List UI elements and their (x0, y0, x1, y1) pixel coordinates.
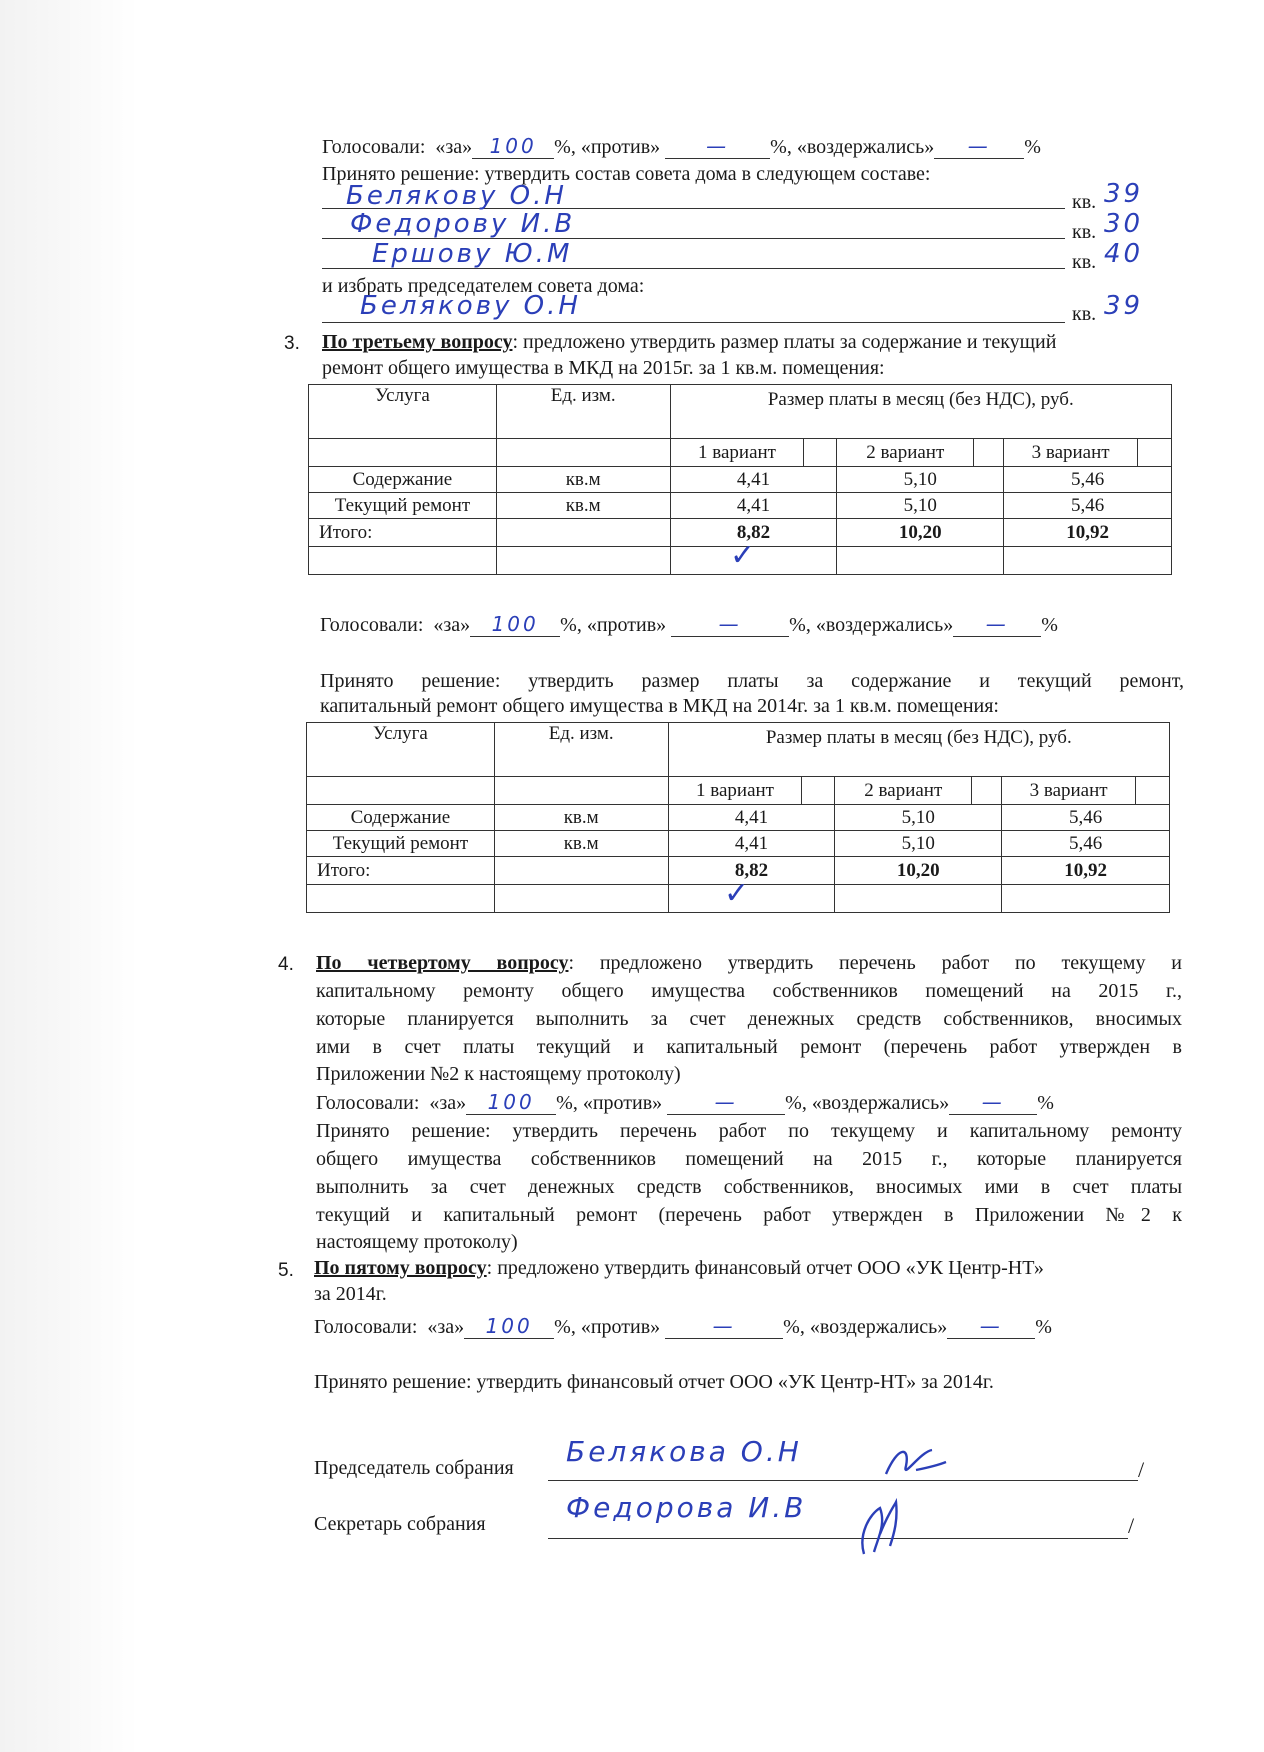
service-name: Текущий ремонт (307, 831, 495, 857)
q3-decision-line2: капитальный ремонт общего имущества в МКД на 2014г. за 1 кв.м. помещения: (320, 695, 999, 717)
empty-cell (1138, 439, 1172, 467)
q5-decision: Принято решение: утвердить финансовый отчет ООО «УК Центр-НТ» за 2014г. (314, 1371, 994, 1393)
header-price: Размер платы в месяц (без НДС), руб. (670, 385, 1171, 439)
variant-3: 3 вариант (1004, 439, 1138, 467)
protiv-value: — (665, 1314, 783, 1339)
vote-label: Голосовали: (320, 614, 424, 636)
total-v2: 10,20 (835, 857, 1002, 885)
za-value: 100 (464, 1314, 554, 1339)
chair-signature-icon (880, 1440, 950, 1488)
header-service: Услуга (309, 385, 497, 439)
q3-vote-line (320, 612, 1058, 637)
checkmark-icon: ✓ (730, 538, 756, 573)
q5-title: По пятому вопросу (314, 1257, 487, 1279)
empty-cell (835, 885, 1002, 913)
total-label: Итого: (309, 519, 497, 547)
value-v1: 4,41 (668, 831, 835, 857)
member-name: Федорову И.В (350, 209, 576, 239)
q4-text-line: капитальному ремонту общего имущества собственников помещений на 2015 г., (316, 980, 1182, 1002)
slash: / (1138, 1457, 1145, 1482)
za-label: «за» (435, 136, 473, 158)
checkmark-icon: ✓ (724, 876, 750, 911)
slash: / (1128, 1513, 1135, 1538)
za-value: 100 (470, 612, 560, 637)
vote-label: Голосовали: (314, 1316, 418, 1338)
chair-sign-label: Председатель собрания (314, 1457, 514, 1479)
value-v1: 4,41 (670, 467, 837, 493)
percent-sign: % (1041, 614, 1058, 636)
value-v1: 4,41 (668, 805, 835, 831)
za-label: «за» (429, 1092, 467, 1114)
q4-decision-line: Принято решение: утвердить перечень работ по текущему и капитальному ремонту (316, 1120, 1182, 1142)
q3-text-line2: ремонт общего имущества в МКД на 2015г. за 1 кв.м. помещения: (322, 357, 885, 379)
unit: кв.м (496, 493, 670, 519)
empty-cell (974, 439, 1004, 467)
header-unit: Ед. изм. (494, 723, 668, 777)
variant-3: 3 вариант (1002, 777, 1136, 805)
vote-label: Голосовали: (322, 136, 426, 158)
empty-cell (309, 439, 497, 467)
value-v1: 4,41 (670, 493, 837, 519)
member-name: Белякову О.Н (346, 181, 567, 211)
member-name: Ершову Ю.М (372, 239, 573, 269)
vozd-value: — (947, 1314, 1035, 1339)
empty-cell (972, 777, 1002, 805)
q3-heading (322, 330, 1186, 354)
q4-decision-line: настоящему протоколу) (316, 1231, 518, 1253)
variant-2: 2 вариант (835, 777, 972, 805)
header-price: Размер платы в месяц (без НДС), руб. (668, 723, 1169, 777)
empty-cell (496, 547, 670, 575)
vozd-label: %, «воздержались» (785, 1092, 950, 1114)
value-v3: 5,46 (1004, 493, 1172, 519)
empty-cell (837, 547, 1004, 575)
q4-text-line: Приложении №2 к настоящему протоколу) (316, 1063, 681, 1085)
value-v3: 5,46 (1002, 805, 1170, 831)
kv-label: кв. (1072, 303, 1097, 325)
q2-decision: Принято решение: утвердить состав совета дома в следующем составе: (322, 163, 931, 185)
empty-cell (496, 439, 670, 467)
protiv-value: — (671, 612, 789, 637)
za-label: «за» (433, 614, 471, 636)
empty-cell (802, 777, 835, 805)
za-label: «за» (427, 1316, 465, 1338)
header-service: Услуга (307, 723, 495, 777)
total-v1: 8,82 (670, 519, 837, 547)
kv-number: 30 (1104, 209, 1144, 239)
chair-intro: и избрать председателем совета дома: (322, 275, 645, 297)
secretary-signature-icon (850, 1494, 920, 1564)
q4-decision-line: текущий и капитальный ремонт (перечень работ утвержден в Приложении №2 к (316, 1204, 1182, 1226)
item-number: 5. (278, 1260, 294, 1281)
q5-text-line2: за 2014г. (314, 1283, 387, 1305)
vozd-label: %, «воздержались» (789, 614, 954, 636)
q4-title: По четвертому вопросу (316, 952, 569, 974)
chair-name: Белякову О.Н (360, 291, 581, 321)
q2-vote-line (322, 134, 1041, 159)
service-name: Текущий ремонт (309, 493, 497, 519)
empty-cell (668, 885, 835, 913)
vozd-value: — (949, 1090, 1037, 1115)
protiv-label: %, «против» (556, 1092, 663, 1114)
unit: кв.м (494, 805, 668, 831)
q4-decision-line: выполнить за счет денежных средств собственников, вносимых ими в счет платы (316, 1176, 1182, 1198)
value-v2: 5,10 (835, 805, 1002, 831)
variant-2: 2 вариант (837, 439, 974, 467)
value-v2: 5,10 (837, 493, 1004, 519)
item-number: 3. (284, 333, 300, 354)
service-name: Содержание (309, 467, 497, 493)
empty-cell (1004, 547, 1172, 575)
vozd-label: %, «воздержались» (770, 136, 935, 158)
value-v2: 5,10 (837, 467, 1004, 493)
unit: кв.м (494, 831, 668, 857)
empty-cell (1002, 885, 1170, 913)
empty-cell (494, 885, 668, 913)
q4-decision-line: общего имущества собственников помещений на 2015 г., которые планируется (316, 1148, 1182, 1170)
kv-label: кв. (1072, 191, 1097, 213)
signature-line (548, 1538, 1128, 1539)
item-number: 4. (278, 954, 294, 975)
empty-cell (496, 519, 670, 547)
vozd-value: — (934, 134, 1024, 159)
total-v3: 10,92 (1004, 519, 1172, 547)
total-v2: 10,20 (837, 519, 1004, 547)
q4-text-line: ими в счет платы текущий и капитальный ремонт (перечень работ утвержден в (316, 1036, 1182, 1058)
variant-1: 1 вариант (670, 439, 804, 467)
empty-cell (1136, 777, 1170, 805)
percent-sign: % (1035, 1316, 1052, 1338)
za-value: 100 (472, 134, 554, 159)
total-v3: 10,92 (1002, 857, 1170, 885)
empty-cell (804, 439, 837, 467)
empty-cell (494, 857, 668, 885)
unit: кв.м (496, 467, 670, 493)
vote-label: Голосовали: (316, 1092, 420, 1114)
variant-1: 1 вариант (668, 777, 802, 805)
service-name: Содержание (307, 805, 495, 831)
kv-number: 39 (1104, 291, 1144, 321)
total-v1: 8,82 (668, 857, 835, 885)
empty-cell (309, 547, 497, 575)
q4-text: : предложено утвердить перечень работ по текущему и (568, 952, 1182, 974)
vozd-label: %, «воздержались» (783, 1316, 948, 1338)
scan-shadow (0, 0, 140, 1752)
value-v3: 5,46 (1004, 467, 1172, 493)
secretary-sign-label: Секретарь собрания (314, 1513, 486, 1535)
protiv-label: %, «против» (560, 614, 667, 636)
kv-number: 39 (1104, 179, 1144, 209)
chair-line (322, 322, 1065, 323)
za-value: 100 (466, 1090, 556, 1115)
secretary-signature-name: Федорова И.В (566, 1491, 807, 1524)
protiv-label: %, «против» (554, 1316, 661, 1338)
q5-text: : предложено утвердить финансовый отчет ООО «УК Центр-НТ» (486, 1257, 1044, 1279)
value-v2: 5,10 (835, 831, 1002, 857)
signature-line (548, 1480, 1138, 1481)
protiv-label: %, «против» (554, 136, 661, 158)
empty-cell (307, 885, 495, 913)
percent-sign: % (1024, 136, 1041, 158)
protiv-value: — (665, 134, 770, 159)
kv-label: кв. (1072, 251, 1097, 273)
value-v3: 5,46 (1002, 831, 1170, 857)
vozd-value: — (953, 612, 1041, 637)
total-label: Итого: (307, 857, 495, 885)
kv-number: 40 (1104, 239, 1144, 269)
empty-cell (494, 777, 668, 805)
q4-heading (316, 950, 1182, 976)
protiv-value: — (667, 1090, 785, 1115)
empty-cell (307, 777, 495, 805)
q4-text-line: которые планируется выполнить за счет денежных средств собственников, вносимых (316, 1008, 1182, 1030)
header-unit: Ед. изм. (496, 385, 670, 439)
q3-decision-line1: Принято решение: утвердить размер платы за содержание и текущий ремонт, (320, 670, 1184, 692)
q4-vote-line (316, 1090, 1054, 1115)
q5-vote-line (314, 1314, 1052, 1339)
q3-title: По третьему вопросу (322, 331, 513, 353)
q3-text: : предложено утвердить размер платы за содержание и текущий (512, 331, 1057, 353)
chair-signature-name: Белякова О.Н (566, 1435, 802, 1468)
kv-label: кв. (1072, 221, 1097, 243)
q5-heading (314, 1256, 1044, 1280)
percent-sign: % (1037, 1092, 1054, 1114)
